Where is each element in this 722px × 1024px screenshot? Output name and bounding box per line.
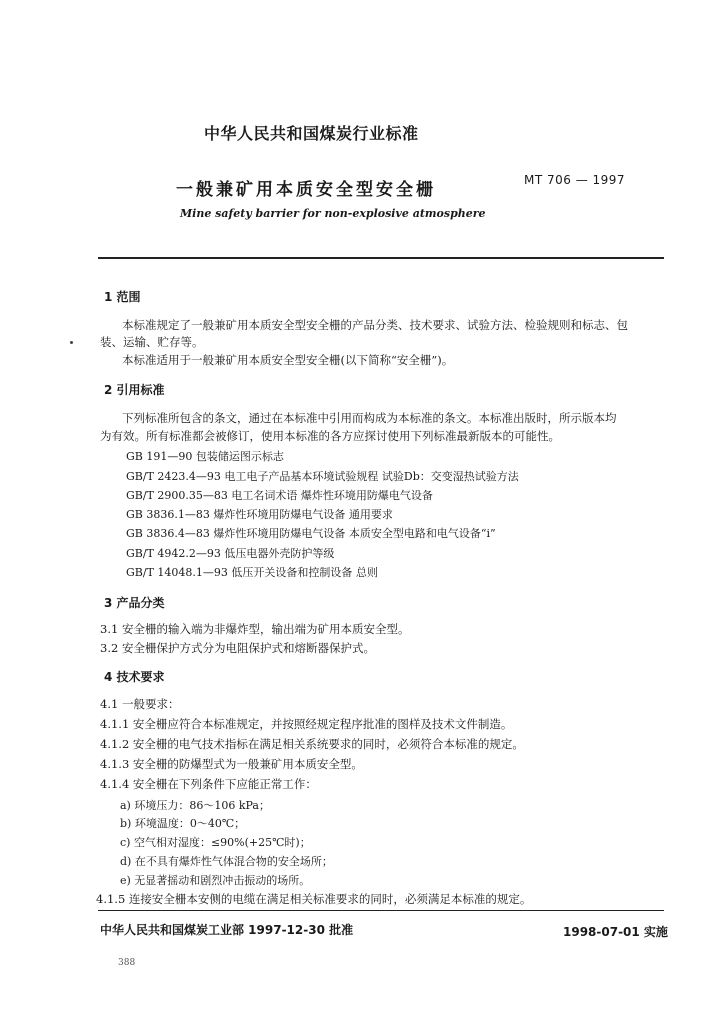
reference-item: GB 3836.4—83 爆炸性环境用防爆电气设备 本质安全型电路和电气设备“i” (126, 527, 496, 540)
reference-item: GB/T 14048.1—93 低压开关设备和控制设备 总则 (126, 566, 378, 579)
footer-rule (98, 910, 664, 911)
approval-line: 中华人民共和国煤炭工业部 1997-12-30 批准 (100, 923, 354, 937)
clause-item: 4.1.5 连接安全栅本安侧的电缆在满足相关标准要求的同时，必须满足本标准的规定。 (96, 892, 532, 906)
condition-item: d) 在不具有爆炸性气体混合物的安全场所； (120, 855, 333, 868)
margin-mark (70, 341, 73, 344)
section-2-para-line: 下列标准所包含的条文，通过在本标准中引用而构成为本标准的条文。本标准出版时，所示版本均 (122, 411, 617, 425)
condition-item: b) 环境温度：0～40℃； (120, 817, 246, 830)
section-2-heading: 2 引用标准 (104, 383, 165, 397)
reference-item: GB 3836.1—83 爆炸性环境用防爆电气设备 通用要求 (126, 508, 393, 521)
clause-item: 3.2 安全栅保护方式分为电阻保护式和熔断器保护式。 (100, 641, 375, 655)
effective-date: 1998-07-01 实施 (563, 925, 668, 939)
page-number: 388 (118, 958, 136, 968)
clause-item: 3.1 安全栅的输入端为非爆炸型，输出端为矿用本质安全型。 (100, 622, 410, 636)
clause-item: 4.1.1 安全栅应符合本标准规定，并按照经规定程序批准的图样及技术文件制造。 (100, 717, 513, 731)
condition-item: c) 空气相对湿度：≤90%(+25℃时)； (120, 836, 311, 849)
english-title: Mine safety barrier for non-explosive atmosphere (180, 207, 486, 220)
reference-item: GB/T 2423.4—93 电工电子产品基本环境试验规程 试验Db：交变湿热试验方法 (126, 470, 519, 483)
section-2-para-line: 为有效。所有标准都会被修订，使用本标准的各方应探讨使用下列标准最新版本的可能性。 (100, 429, 560, 443)
reference-item: GB/T 2900.35—83 电工名词术语 爆炸性环境用防爆电气设备 (126, 489, 433, 502)
clause-item: 4.1 一般要求： (100, 697, 180, 711)
document-title: 一般兼矿用本质安全型安全栅 (176, 180, 436, 200)
clause-item: 4.1.4 安全栅在下列条件下应能正常工作： (100, 777, 317, 791)
section-3-heading: 3 产品分类 (104, 596, 165, 610)
standard-code: MT 706 — 1997 (524, 173, 626, 187)
condition-item: a) 环境压力：86～106 kPa； (120, 799, 270, 812)
condition-item: e) 无显著摇动和剧烈冲击振动的场所。 (120, 874, 311, 887)
org-standard-heading: 中华人民共和国煤炭行业标准 (204, 124, 419, 143)
reference-item: GB/T 4942.2—93 低压电器外壳防护等级 (126, 547, 335, 560)
section-4-heading: 4 技术要求 (104, 670, 165, 684)
section-1-para-line: 装、运输、贮存等。 (100, 335, 204, 349)
section-1-heading: 1 范围 (104, 290, 141, 304)
reference-item: GB 191—90 包装储运图示标志 (126, 450, 284, 463)
section-1-para: 本标准适用于一般兼矿用本质安全型安全栅(以下简称“安全栅”)。 (122, 353, 454, 367)
clause-item: 4.1.3 安全栅的防爆型式为一般兼矿用本质安全型。 (100, 757, 363, 771)
section-1-para-line: 本标准规定了一般兼矿用本质安全型安全栅的产品分类、技术要求、试验方法、检验规则和标志、包 (122, 318, 628, 332)
clause-item: 4.1.2 安全栅的电气技术指标在满足相关系统要求的同时，必须符合本标准的规定。 (100, 737, 524, 751)
header-rule (98, 257, 664, 259)
